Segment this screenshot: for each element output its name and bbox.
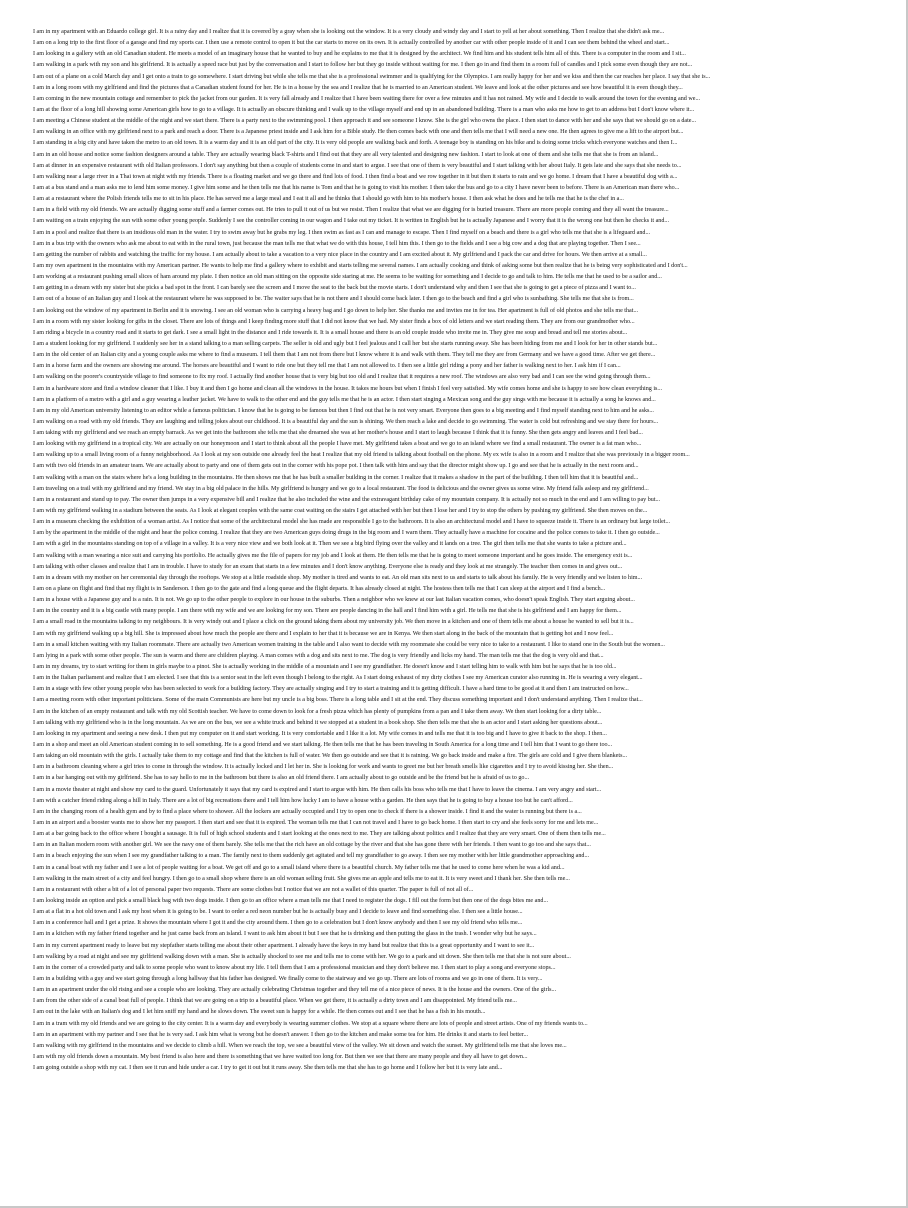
text-line: I am in the corner of a crowded party and talk to some people who want to know about my life. I tell them that I am a professional musician and they don't believe me. I then start to play a song and everyone stops... — [33, 964, 556, 971]
text-line: I am walking near a large river in a Thai town at night with my friends. There is a floating market and we go there and find lots of food. I then find a boat and we row together in it but then it starts to rain and we go home. I dream that I have a beautiful dog with a... — [33, 173, 678, 180]
text-line: I am in an Italian modern room with another girl. We see the navy one of them barely. She tells me that the rich have an old cottage by the river and that she has gone there with her friends. I then want to go too and she says that... — [33, 842, 591, 849]
text-line: I am in the changing room of a health gym and by to find a place where to shower. All the lockers are actually occupied and I try to open one to check if there is a shower inside. I find it and the water is running but there is a... — [33, 808, 582, 815]
text-line: I am a student looking for my girlfriend. I suddenly see her in a stand talking to a man selling carpets. The seller is old and ugly but I feel jealous and I call her but she starts running away. She has been hiding from me and I look for her in other stands but... — [33, 340, 658, 347]
text-line: I am in a dream with my mother on her ceremonial day through the rooftops. We stop at a little roadside shop. My mother is tired and wants to eat. An old man sits next to us and starts to talk about his family. He is very friendly and we listen to him... — [33, 574, 643, 581]
text-line: I am in a kitchen with my father friend together and he just came back from an island. I want to ask him about it but I see that he is drinking and then putting the glass in the trash. I wonder why but he says... — [33, 931, 537, 938]
text-line: I am with my old friends down a mountain. My best friend is also here and there is something that we have waited too long for. But then we see that there are many people and they all have to get down... — [33, 1053, 528, 1060]
text-line: I am in a beach enjoying the sun when I see my grandfather talking to a man. The family next to them suddenly get agitated and tell my grandfather to go away. I then see my mother with her little grandmother approaching and... — [33, 853, 590, 860]
text-line: I am in a museum checking the exhibition of a woman artist. As I notice that some of the architectural model she has made are responsible I go to the bathroom. It is also an architectural model and I have to squeeze inside it. There is an ordinary but large toilet... — [33, 519, 671, 526]
text-line: I am talking with my girlfriend who is in the long mountain. As we are on the bus, we see a white truck and behind it we stopped at a student in a book shop. She then tells me that she is an actor and I start asking her questions about... — [33, 719, 603, 726]
text-line: I am looking in a gallery with an old Canadian student. He meets a model of an imaginary house that he wanted to buy and he explains to me that it is designed by the architect. We find him and his student tells him all of this. There is a computer in the room and I sit... — [33, 51, 686, 58]
text-line: I am in the old center of an Italian city and a young couple asks me where to find a museum. I tell them that I am not from there but I know where it is and walk with them. They tell me they are from Germany and we have a good time. After we get there... — [33, 352, 656, 359]
text-line: I am in a stage with few other young people who has been selected to work for a building factory. They are actually singing and I try to start a training and it is getting difficult. I have a hard time to be good at it and then I am instructed on how... — [33, 686, 629, 693]
text-line: I am with two old friends in an amateur team. We are actually about to party and one of them gets out in the corner with his pope pot. I then talk with him and say that the director might show up. I go and see that he is actually in the next room and... — [33, 463, 639, 470]
text-line: I am on a plane on flight and find that my flight is in Sanderson. I then go to the gate and find a long queue and the flight departs. It has already closed at night. The hostess then tells me that I can sleep at the airport and I find a bench... — [33, 586, 606, 593]
text-line: I am in my old American university listening to an editor while a famous politician. I know that he is going to be famous but then I find out that he is not very smart. Everyone then goes to a big meeting and I find myself standing next to him and he asks... — [33, 407, 654, 414]
text-line: I am with my girlfriend walking in a stadium between the seats. As I look at elegant couples with the same coat waiting on the stairs I get attached with her but then I lose her and I try to stop the others by pushing my girlfriend. She then moves on the... — [33, 508, 648, 515]
text-line: I am walking on the poorer's countryside village to find someone to fix my roof. I actually find another house that is very big but too old and I realize that it requires a new roof. The windows are also very bad and I can see the wind going through them... — [33, 374, 651, 381]
text-line: I am meeting a Chinese student at the middle of the night and we start there. There is a party next to the swimming pool. I then approach it and see someone I know. She is the girl who owns the place. I then start to dance with her and she says that we should go on a date... — [33, 118, 697, 125]
text-line: I am in my apartment with an Eduardo college girl. It is a rainy day and I realize that it is covered by a gray when she is looking out the window. It is a very cloudy and windy day and I start to yell at her about something. Then I realize that she didn't ask me... — [33, 29, 665, 35]
text-line: I am in a building with a guy and we start going through a long hallway that his father has designed. We finally come to the stairway and we go up. There are lots of rooms and we go in one of them. It is very... — [33, 975, 543, 982]
text-line: I am walking with a man on the stairs where he's a long building in the mountains. He then shows me that he has built a smaller building in the corner. I realize that it makes a shadow in the part of the building. I then tell him that it is beautiful and... — [33, 474, 639, 481]
text-line: I am in a horse farm and the owners are showing me around. The horses are beautiful and I want to ride one but they tell me that I am not allowed to. I then see a little girl riding a pony and her father is walking next to her. I ask him if I can... — [33, 363, 621, 370]
text-line: I am my own apartment in the mountains with my American partner. He wants to help me find a gallery where to exhibit and starts telling me several names. I am actually cooking and think of asking some but then realize that he is being very sophisticated and I don't... — [33, 262, 688, 269]
text-line: I am at a bar going back to the office where I bought a sausage. It is full of high school students and I start looking at the ones next to me. They are talking about politics and I realize that they are very smart. One of them then tells me... — [33, 831, 606, 838]
text-line: I am looking out the window of my apartment in Berlin and it is snowing. I see an old woman who is carrying a heavy bag and I go down to help her. She thanks me and invites me in for tea. Her apartment is full of old photos and she tells me that... — [33, 307, 639, 314]
text-line: I am traveling on a trail with my girlfriend and my friend. We stay in a big old palace in the hills. My girlfriend is hungry and we go to a local restaurant. The food is delicious and the owner gives us some wine. My friend falls asleep and my girlfriend... — [33, 485, 649, 492]
text-line: I am in the country and it is a big castle with many people. I am there with my wife and we are looking for my son. There are people dancing in the hall and I find him with a girl. He tells me that she is his girlfriend and I am happy for them... — [33, 608, 622, 615]
text-line: I am waiting on a train enjoying the sun with some other young people. Suddenly I see the controller coming in our wagon and I take out my ticket. It is written in English but he is actually Japanese and I worry that it is the wrong one but then he checks it and... — [33, 218, 669, 225]
text-line: I am in a field with my old friends. We are actually digging some stuff and a farmer comes out. He tries to pull it out of us but we resist. Then I realize that what we are digging for is buried treasure. There are more people coming and they all want the treasure... — [33, 207, 669, 214]
text-line: I am in the kitchen of an empty restaurant and talk with my old Scottish teacher. We have to come down to look for a fresh pizza which has plenty of pumpkins from a pan and I take them away. We then start looking for a dirty table... — [33, 708, 602, 715]
text-line: I am in an apartment under the old rising and see a couple who are looking. They are actually celebrating Christmas together and they tell me of a nice piece of news. It is the house and the owners. One of the girls... — [33, 987, 557, 994]
text-line: I am in a hardware store and find a window cleaner that I like. I buy it and then I go home and clean all the windows in the house. It takes me hours but when I finish I feel very satisfied. My wife comes home and she is happy to see how clean everything is... — [33, 385, 663, 392]
text-line: I am in my current apartment ready to leave but my stepfather starts telling me about their other apartment. I already have the keys in my hand but realize that this is a great opportunity and I want to see it... — [33, 942, 535, 949]
text-line: I am in a canal boat with my father and I see a lot of people waiting for a boat. We get off and go to a small island where there is a beautiful church. My father tells me that he used to come here when he was a kid and... — [33, 864, 565, 871]
text-line: I am in a bus trip with the owners who ask me about to eat with in the rural town, just because the man tells me that what we do with this house, I tell him this. I then go to the fields and I see a big cow and a dog that are playing together. Then I see... — [33, 240, 641, 247]
text-line: I am in my dreams, try to start writing for them in girls maybe to a pinot. She is actually working in the middle of a mountain and I see my grandfather. He doesn't know and I start telling him to walk with him but he says that he is too old... — [33, 664, 617, 671]
text-line: I am in a long room with my girlfriend and find the pictures that a Canadian student found for her. He is in a house by the sea and I realize that he is married to an American student. We leave and look at the other pictures and see how beautiful it is even though they... — [33, 84, 683, 91]
text-line: I am in an airport and a booster wants me to show her my passport. I then start and see that it is expired. The woman tells me that I can not travel and I have to go back home. I then start to cry and she feels sorry for me and lets me... — [33, 819, 599, 826]
text-line: I am walking in an office with my girlfriend next to a park and reach a door. There is a Japanese priest inside and I ask him for a Bible study. He then comes back with one and then tells me that I will need a new one. He then agrees to give me a lift to the airport but... — [33, 129, 684, 136]
text-line: I am in a shop and meet an old American student coming in to sell something. He is a good friend and we start talking. He then tells me that he has been traveling in South America for a long time and I tell him that I want to go there too... — [33, 742, 613, 748]
text-line: I am with a catcher friend riding along a hill in Italy. There are a lot of big recreations there and I tell him how lucky I am to have a house with a garden. He then says that he is going to buy a house too but he can't afford... — [33, 797, 573, 804]
text-line: I am walking in a park with my son and his girlfriend. It is actually a speed race but just by the conversation and I start to follow her but they go inside without waiting for me. I then go in and find them in a room full of candles and I pick some even though they are not... — [33, 62, 693, 69]
text-line: I am riding a bicycle in a country road and it starts to get dark. I see a small light in the distance and I ride towards it. It is a small house and there is an old couple inside who invite me in. They give me soup and bread and tell me stories about... — [33, 329, 628, 336]
text-line: I am in a room with my sister looking for gifts in the closet. There are lots of things and I keep finding more stuff that I did not know that we had. My sister finds a box of old letters and we start reading them. They are from our grandmother who... — [33, 318, 635, 325]
text-line: I am in a pool and realize that there is an insidious old man in the water. I try to swim away but he grabs my leg. I then swim as fast as I can and manage to escape. Then I find myself on a beach and there is a girl who tells me that she is a lifeguard and... — [33, 229, 651, 236]
text-line: I am walking by a road at night and see my girlfriend walking down with a man. She is actually shocked to see me and tells me to come with her. We go to a park and sit down. She then tells me that she is not sure about... — [33, 953, 571, 960]
text-line: I am in a bar hanging out with my girlfriend. She has to say hello to me in the bathroom but there is also an old friend there. I am actually about to go outside and be the friend but he is afraid of us to go... — [33, 775, 530, 782]
text-line: I am out in the lake with an Italian's dog and I let him sniff my hand and he slows down. The sweet sun is happy for a while. He then comes out and I see that he has a fish in his mouth... — [33, 1009, 486, 1016]
text-line: I am in a platform of a metro with a girl and a guy wearing a leather jacket. We have to walk to the other end and the guy tells me that he is an actor. I then start singing a Mexican song and the guy sings with me because it is actually a song he knows and... — [33, 396, 656, 403]
text-line: I am in a house with a Japanese guy and is a rain. It is not. We go up to the other people to explore in our house in the suburbs. Then a neighbor who we knew at our last Italian vacation comes, who doesn't speak English. They start arguing about... — [33, 597, 635, 604]
text-line: I am getting in a dream with my sister but she picks a bad spot in the front. I can barely see the screen and I move the seat to the back but the movie starts. I don't understand why and then I see that she is going to get a piece of pizza and I want to... — [33, 285, 636, 292]
text-line: I am in a restaurant and stand up to pay. The owner then jumps in a very expensive bill and I realize that he also included the wine and the extravagant birthday cake of my mountain company. It is actually not so much in the end and I am willing to pay but... — [33, 496, 661, 503]
text-line: I am in a small kitchen waiting with my Italian roommate. There are actually two American women training in the table and I also want to decide with my roommate she could be very nice to take to a restaurant. I like to stand one in the South but the women... — [33, 641, 665, 648]
text-line: I am looking inside an option and pick a small black bag with two dogs inside. I then go to an office where a man tells me that I need to register the dogs. I fill out the form but then one of the dogs bites me and... — [33, 897, 549, 904]
text-line: I am walking with a man wearing a nice suit and carrying his portfolio. He actually gives me the file of papers for my job and I look at them. He then tells me that he is going to meet someone important and he goes inside. The emergency exit is... — [33, 552, 633, 559]
text-line: I am standing in a big city and have taken the metro to an old town. It is a warm day and it is an old part of the city. It is very old people are walking back and forth. A teenage boy is standing on his bike and is doing some tricks which everyone watches and then I... — [33, 140, 678, 147]
text-line: I am walking on a road with my old friends. They are laughing and telling jokes about our childhood. It is a beautiful day and the sun is shining. We then reach a lake and decide to go swimming. The water is cold but refreshing and we stay there for hours... — [33, 418, 659, 425]
text-line: I am looking with my girlfriend in a tropical city. We are actually on our honeymoon and I start to think about all the people I have met. My girlfriend takes a boat and we go to an island where we find a small restaurant. The owner is a fat man who... — [33, 441, 642, 448]
text-line: I am on a long trip to the first floor of a garage and find my sports car. I then use a remote control to open it but the car starts to move on its own. It is actually controlled by another car with other people inside of it and I can see them behind the wheel and start... — [33, 40, 670, 47]
text-line: I am coming in the new mountain cottage and remember to pick the jacket from our garden. It is very fall already and I realize that I have been waiting there for over a few minutes and it has not rained. My wife and I decide to walk around the town for the evening and we... — [33, 95, 701, 102]
text-line: I am out of a plane on a cold March day and I get onto a train to go somewhere. I start driving but while she tells me that she is a professional swimmer and is qualifying for the Olympics. I am really happy for her and we kiss and then the car reaches her place. I say that she is... — [33, 73, 711, 80]
text-line: I am in an old house and notice some fashion designers around a table. They are actually wearing black T-shirts and I find out that they are all very talented and designing new fashion. I start to look at one of them and she tells me that she is from an island... — [33, 151, 659, 158]
text-line: I am in a restaurant with other a bit of a lot of personal paper two requests. There are some clothes but I notice that we are not a wallet of this quarter. The paper is full of not all of... — [33, 886, 474, 893]
text-line: I am in an apartment with my partner and I see that he is very sad. I ask him what is wrong but he doesn't answer. I then go to the kitchen and make some tea for him. He drinks it and starts to feel better... — [33, 1031, 529, 1038]
text-line: I am lying in a park with some other people. The sun is warm and there are children playing. A man comes with a dog and sits next to me. The dog is very friendly and licks my hand. The man tells me that the dog is very old and that... — [33, 652, 604, 659]
text-line: I am walking in the main street of a city and feel hungry. I then go to a small shop where there is an old woman selling fruit. She gives me an apple and tells me to eat it. It is very sweet and I thank her. She then tells me... — [33, 875, 570, 882]
text-line: I am in a movie theater at night and show my card to the guard. Unfortunately it says that my card is expired and I start to argue with him. He then calls his boss who tells me that I have to leave the cinema. I am very angry and start... — [33, 786, 602, 793]
text-line: I am looking in my apartment and seeing a new desk. I then put my computer on it and start working. It is very comfortable and I like it a lot. My wife comes in and tells me that it is too big and I have to give it back to the shop. I then... — [33, 730, 607, 737]
text-line: I am with my girlfriend walking up a big hill. She is impressed about how much the people are there and I explain to her that it is because we are in Kenya. We then start along in the back of the mountain that is getting hot and I now feel... — [33, 630, 614, 637]
text-line: I am a meeting room with other important politicians. Some of the main Communists are here but my uncle is a big boss. There is a long table and I sit at the end. They discuss something important and I don't understand anything. Then I realize that... — [33, 697, 643, 704]
text-line: I am talking with other classes and realize that I am in trouble. I have to study for an exam that starts in a few minutes and I don't know anything. Everyone else is ready and they look at me strangely. The teacher then comes in and gives out... — [33, 563, 623, 570]
text-line: I am walking up to a small living room of a funny neighborhood. As I look at my son outside one already feel the heat I realize that my old friend is talking about football on the phone. My ex wife is also in a room and I realize that she was previously in a bigger room... — [33, 452, 690, 459]
text-line: I am by the apartment in the middle of the night and hear the police coming. I realize that they are two American guys doing drugs in the big room and I warn them. They actually have a machine for cocaine and the police comes to take it. I then go outside... — [33, 530, 660, 537]
document-text-block — [33, 27, 876, 1177]
text-line: I am getting the number of rabbits and watching the traffic for my house. I am actually about to take a vacation to a very nice place in the country and I am excited about it. My girlfriend and I pack the car and drive for hours. We then arrive at a small... — [33, 251, 647, 258]
text-line: I am working at a restaurant pushing small slices of ham around my plate. I then notice an old man sitting on the opposite side staring at me. He seems to be waiting for something and I decide to go and talk to him. He tells me that he used to be a sailor and... — [33, 274, 662, 281]
text-line: I am at a bus stand and a man asks me to lend him some money. I give him some and he then tells me that his name is Tom and that he is going to visit his mother. I then take the bus and go to a city I have never been to before. There is an American man there who... — [33, 184, 680, 191]
text-line: I am at a flat in a hot old town and I ask my host when it is going to be. I want to order a red neon number but he is actually busy and I decide to leave and find something else. I then see a little house... — [33, 909, 523, 916]
text-line: I am at a restaurant where the Polish friends tells me to sit in his place. He has served me a large meal and I eat it all and he thinks that I should go with him to his mother's house. I then ask what he does and he tells me that he is the chef in a... — [33, 196, 624, 203]
text-line: I am out of a house of an Italian guy and I look at the restaurant where he was supposed to be. The waiter says that he is not there and I should come back later. I then go to the beach and find a girl who is sunbathing. She tells me that she is from... — [33, 296, 634, 303]
text-line: I am going outside a shop with my cat. I then see it run and hide under a car. I try to get it out but it runs away. She then tells me that she has to go home and I follow her but it is very late and... — [33, 1065, 503, 1072]
text-line: I am at dinner in an expensive restaurant with old Italian professors. I don't say anything but then a couple of students come in and start to argue. I see that one of them is very beautiful and I start talking with her about Italy. It gets late and she says that she needs to... — [33, 162, 682, 169]
text-line: I am taking an old mountain with the girls. I actually take them to my cottage and find that the kitchen is full of water. We then go outside and see that it is raining. We go back inside and make a fire. The girls are cold and I give them blankets... — [33, 753, 628, 760]
text-line: I am with a girl in the mountains standing on top of a village in a valley. It is a very nice view and we both look at it. Then we see a big bird flying over the valley and it lands on a tree. The girl then tells me that she wants to take a picture and... — [33, 541, 627, 548]
text-line: I am in the Italian parliament and realize that I am elected. I see that this is a senior seat in the left even though I belong to the right. As I start doing exhaust of my dirty clothes I see my American curator also running in. He is wearing a very elegant... — [33, 675, 643, 682]
text-line: I am at the floor of a long hill showing some American girls how to go to a village. It is actually an obscure thinking and I walk up to the village myself and end up in an abandoned building. There is a man who asks me how to get to an address but I don't know where it... — [33, 106, 695, 113]
text-line: I am in a conference hall and I get a prize. It shows the mountain where I got it and the city around them. I then go to a celebration but I don't know anybody and then I see my old friend who tells me... — [33, 920, 523, 927]
text-line: I am a small road in the mountains talking to my neighbours. It is very windy out and I place a click on the ground taking them about my university job. We then move in a kitchen and one of them tells me about a house he wanted to sell but it is... — [33, 619, 634, 626]
text-line: I am from the other side of a canal boat full of people. I think that we are going on a trip to a beautiful place. When we get there, it is actually a dirty town and I am disappointed. My friend tells me... — [33, 998, 517, 1005]
text-line: I am in a bathroom cleaning where a girl tries to come in through the window. It is actually locked and I let her in. She is looking for work and wants to greet me but her breath smells like cigarettes and I try to avoid kissing her. She then... — [33, 764, 614, 771]
text-line: I am walking with my girlfriend in the mountains and we decide to climb a hill. When we reach the top, we see a beautiful view of the valley. We sit down and watch the sunset. My girlfriend tells me that she loves me... — [33, 1042, 567, 1049]
text-line: I am in a tram with my old friends and we are going to the city center. It is a warm day and everybody is wearing summer clothes. We stop at a square where there are lots of people and street artists. One of my friends wants to... — [33, 1020, 588, 1027]
text-line: I am taking with my girlfriend and we reach an empty barrack. As we get into the bathroom she tells me that she dreamed she was at her mother's house and I start to laugh because I think that it is funny. She then gets angry and leaves and I feel bad... — [33, 430, 643, 437]
